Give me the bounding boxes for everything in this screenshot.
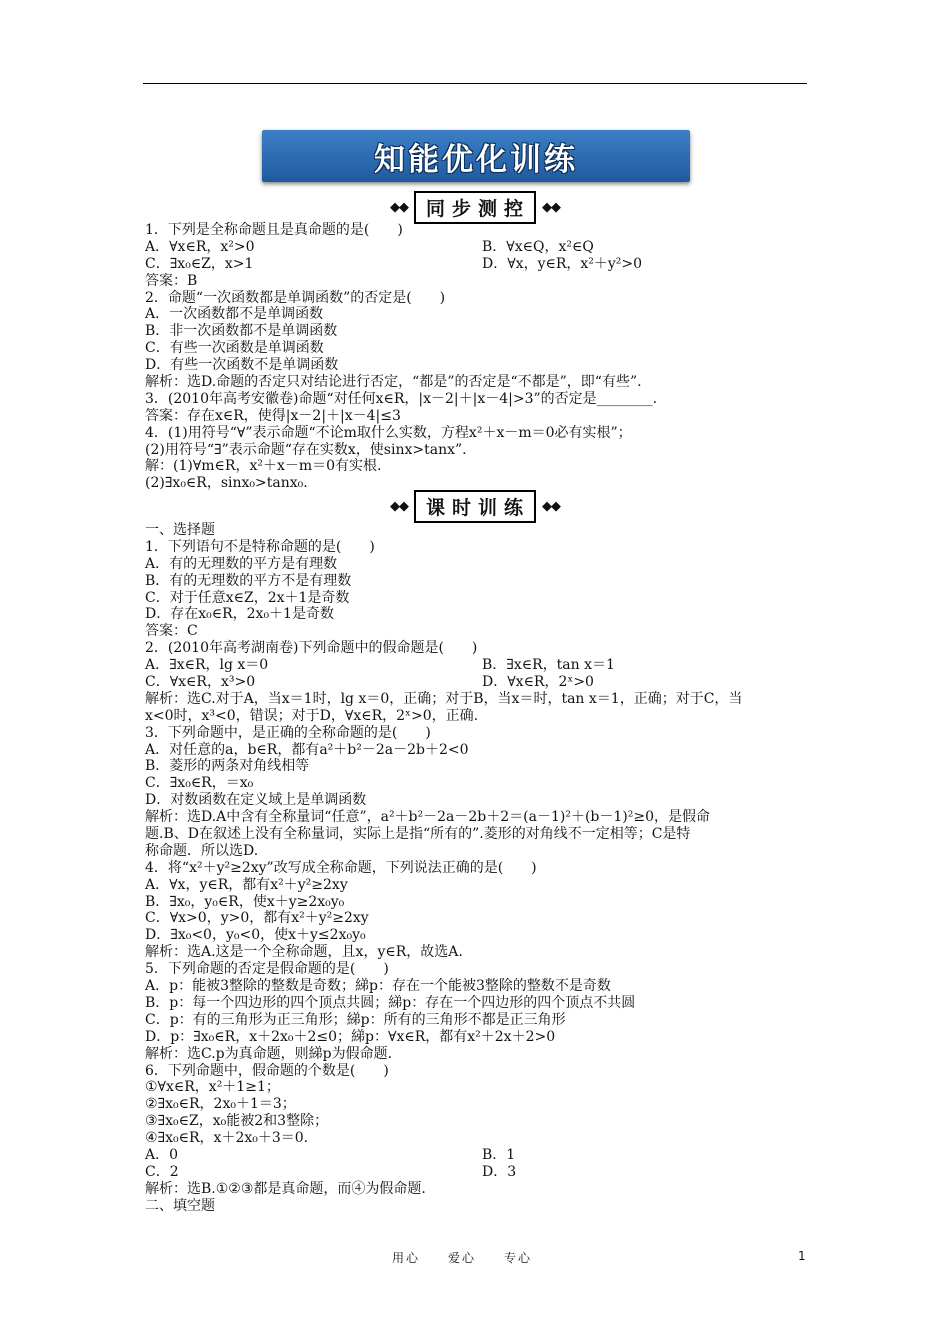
text-line (145, 606, 807, 623)
text-line (145, 425, 807, 442)
text-line (145, 877, 807, 894)
title-banner (262, 130, 690, 182)
line-text: ②∃x₀∈R，2x₀＋1＝3； (145, 1096, 296, 1113)
text-line (145, 1063, 807, 1080)
line-text: 解析：选A.这是一个全称命题，且x，y∈R，故选A. (145, 944, 463, 961)
diamond-deco-icon: ◆◆ (389, 199, 408, 215)
line-text: (2)∃x₀∈R，sinx₀>tanx₀. (145, 475, 308, 492)
line-text: 3．下列命题中，是正确的全称命题的是( ) (145, 724, 431, 741)
text-line (145, 1147, 807, 1164)
line-text: 2．命题“一次函数都是单调函数”的否定是( ) (145, 289, 446, 306)
diamond-deco-icon: ◆◆ (389, 498, 408, 514)
text-line (145, 256, 807, 273)
text-line (145, 340, 807, 357)
line-text: 解析：选D.命题的否定只对结论进行否定，“都是”的否定是“不都是”，即“有些”. (145, 374, 642, 391)
line-text: 答案：C (145, 623, 198, 640)
section-header-sync (145, 193, 805, 221)
text-line (145, 691, 807, 708)
banner-title: 知能优化训练 (374, 141, 578, 178)
text-line (145, 408, 807, 425)
line-text: 一、选择题 (145, 522, 215, 538)
text-line (145, 1012, 807, 1029)
line-text: 4．将“x²＋y²≥2xy”改写成全称命题，下列说法正确的是( ) (145, 859, 537, 876)
line-text: A．∃x∈R，lg x＝0 (145, 657, 269, 674)
text-line (145, 556, 807, 573)
line-text: B．p：每一个四边形的四个顶点共圆；綈p：存在一个四边形的四个顶点不共圆 (145, 994, 636, 1011)
text-line (145, 573, 807, 590)
line-text: D．存在x₀∈R，2x₀＋1是奇数 (145, 606, 334, 623)
diamond-deco-icon: ◆◆ (542, 199, 560, 215)
text-line (145, 708, 807, 725)
line-text: x<0时，x³<0，错误；对于D，∀x∈R，2ˣ>0，正确. (145, 707, 479, 724)
section-header-lesson (145, 492, 805, 520)
lesson-exercises (145, 522, 807, 1215)
text-line (145, 1096, 807, 1113)
text-line (145, 539, 807, 556)
line-text: 1．下列是全称命题且是真命题的是( ) (145, 222, 403, 238)
line-text: ①∀x∈R，x²＋1≥1； (145, 1079, 280, 1096)
text-line (145, 927, 807, 944)
text-line (145, 442, 807, 459)
line-text: D．有些一次函数不是单调函数 (145, 357, 339, 374)
sync-exercises (145, 222, 807, 492)
line-text: D．对数函数在定义域上是单调函数 (145, 792, 367, 809)
line-text: C．p：有的三角形为正三角形；綈p：所有的三角形不都是正三角形 (145, 1011, 566, 1028)
text-line (145, 306, 807, 323)
text-line (145, 1113, 807, 1130)
text-line (145, 1164, 807, 1181)
option-right: D．∀x，y∈R，x²＋y²>0 (482, 255, 643, 272)
text-line (145, 623, 807, 640)
line-text: C．∀x>0，y>0，都有x²＋y²≥2xy (145, 910, 369, 927)
line-text: A．∀x，y∈R，都有x²＋y²≥2xy (145, 876, 348, 893)
line-text: 解析：选C.p为真命题，则綈p为假命题. (145, 1045, 393, 1062)
line-text: 2．(2010年高考湖南卷)下列命题中的假命题是( ) (145, 640, 478, 657)
line-text: A．p：能被3整除的整数是奇数；綈p：存在一个能被3整除的整数不是奇数 (145, 978, 611, 995)
text-line (145, 374, 807, 391)
text-line (145, 978, 807, 995)
section-title-sync: 同步测控 (414, 191, 536, 224)
line-text: C．对于任意x∈Z，2x＋1是奇数 (145, 589, 350, 606)
text-line (145, 458, 807, 475)
text-line (145, 239, 807, 256)
text-line (145, 758, 807, 775)
line-text: 解析：选C.对于A，当x＝1时，lg x＝0，正确；对于B，当x＝时，tan x＝1，正确；对于C，当 (145, 690, 743, 707)
line-text: 4．(1)用符号“∀”表示命题“不论m取什么实数，方程x²＋x－m＝0必有实根”； (145, 424, 632, 441)
line-text: 答案：存在x∈R，使得|x－2|＋|x－4|≤3 (145, 407, 401, 424)
text-line (145, 995, 807, 1012)
text-line (145, 843, 807, 860)
line-text: B．有的无理数的平方不是有理数 (145, 572, 352, 589)
line-text: D．p：∃x₀∈R，x＋2x₀＋2≤0；綈p：∀x∈R，都有x²＋2x＋2>0 (145, 1028, 556, 1045)
line-text: ③∃x₀∈Z，x₀能被2和3整除； (145, 1113, 329, 1130)
line-text: A．一次函数都不是单调函数 (145, 306, 324, 323)
diamond-deco-icon: ◆◆ (542, 498, 560, 514)
line-text: C．∃x₀∈R，＝x₀ (145, 775, 254, 792)
text-line (145, 391, 807, 408)
line-text: (2)用符号“∃”表示命题“存在实数x，使sinx>tanx”. (145, 441, 467, 458)
option-right: D．3 (482, 1163, 517, 1180)
option-right: B．∃x∈R，tan x＝1 (482, 657, 615, 674)
line-text: 解析：选B.①②③都是真命题，而④为假命题. (145, 1180, 426, 1197)
text-line (145, 809, 807, 826)
line-text: 答案：B (145, 272, 198, 289)
line-text: 5．下列命题的否定是假命题的是( ) (145, 961, 389, 978)
text-line (145, 522, 807, 539)
text-line (145, 860, 807, 877)
line-text: 6．下列命题中，假命题的个数是( ) (145, 1062, 389, 1079)
text-line (145, 323, 807, 340)
text-line (145, 826, 807, 843)
option-right: B．∀x∈Q，x²∈Q (482, 238, 594, 255)
header-rule (143, 83, 807, 84)
text-line (145, 1198, 807, 1215)
page-number: 1 (798, 1249, 806, 1263)
option-right: D．∀x∈R，2ˣ>0 (482, 674, 594, 691)
line-text: 解析：选D.A中含有全称量词“任意”，a²＋b²－2a－2b＋2＝(a－1)²＋(b－1)²≥0，是假命 (145, 809, 710, 826)
text-line (145, 742, 807, 759)
line-text: 3．(2010年高考安徽卷)命题“对任何x∈R，|x－2|＋|x－4|>3”的否定是________. (145, 390, 658, 407)
line-text: B．∃x₀，y₀∈R，使x＋y≥2x₀y₀ (145, 893, 345, 910)
text-line (145, 640, 807, 657)
line-text: A．对任意的a，b∈R，都有a²＋b²－2a－2b＋2<0 (145, 741, 469, 758)
text-line (145, 657, 807, 674)
line-text: B．非一次函数都不是单调函数 (145, 323, 338, 340)
line-text: ④∃x₀∈R，x＋2x₀＋3＝0. (145, 1130, 309, 1147)
line-text: 二、填空题 (145, 1197, 215, 1214)
text-line (145, 792, 807, 809)
text-line (145, 1029, 807, 1046)
line-text: D．∃x₀<0，y₀<0，使x＋y≤2x₀y₀ (145, 927, 366, 944)
line-text: B．菱形的两条对角线相等 (145, 758, 310, 775)
text-line (145, 1046, 807, 1063)
line-text: C．∀x∈R，x³>0 (145, 674, 256, 691)
text-line (145, 273, 807, 290)
footer-motto: 用心 爱心 专心 (392, 1251, 533, 1265)
text-line (145, 1130, 807, 1147)
text-line (145, 1079, 807, 1096)
text-line (145, 674, 807, 691)
text-line (145, 290, 807, 307)
line-text: A．∀x∈R，x²>0 (145, 238, 255, 255)
text-line (145, 1181, 807, 1198)
text-line (145, 961, 807, 978)
text-line (145, 944, 807, 961)
option-right: B．1 (482, 1146, 516, 1163)
line-text: 1．下列语句不是特称命题的是( ) (145, 538, 375, 555)
text-line (145, 910, 807, 927)
line-text: C．有些一次函数是单调函数 (145, 340, 324, 357)
text-line (145, 775, 807, 792)
line-text: A．有的无理数的平方是有理数 (145, 555, 338, 572)
line-text: C．∃x₀∈Z，x>1 (145, 255, 254, 272)
text-line (145, 357, 807, 374)
text-line (145, 222, 807, 239)
text-line (145, 590, 807, 607)
line-text: A．0 (145, 1146, 179, 1163)
line-text: 称命题．所以选D. (145, 842, 259, 859)
line-text: 题.B、D在叙述上没有全称量词，实际上是指“所有的”.菱形的对角线不一定相等；C是特 (145, 826, 691, 843)
text-line (145, 894, 807, 911)
line-text: 解：(1)∀m∈R，x²＋x－m＝0有实根. (145, 458, 382, 475)
section-title-lesson: 课时训练 (414, 490, 536, 523)
text-line (145, 725, 807, 742)
line-text: C．2 (145, 1163, 179, 1180)
